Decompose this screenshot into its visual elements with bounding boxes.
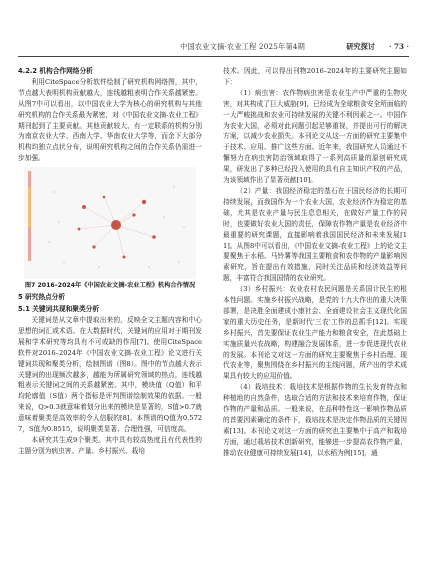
network-graph-image xyxy=(24,167,196,279)
paragraph-institution-analysis: 利用CiteSpace分析软件绘制了研究机构网络图，其中，节点越大表明机构贡献越大，连线越粗表明合作关系越紧密。从图7中可以看出，以中国农业大学为核心的研究机构与其他研究机构的合作关系最为紧密，对《中国农业文摘-农业工程》期刊起到了主要贡献。其他贡献较大、有一定联系的机构分别为南京农业大学、西南大学、华南农业大学等，而余下大部分机构均独立点状分布，说明研究机构之间的合作关系仍需进一步加强。 xyxy=(18,77,202,163)
left-column xyxy=(18,66,202,556)
paragraph-pests: （1）病虫害：农作物病虫害是农业生产中严重的生物灾害，对其构成了巨大威胁[9]，已经成为全球粮食安全所面临的一大严峻挑战和农业可持续发展的关键不利因素之一。中国作为农业大国，必须对此问题引起足够重视，并提出可行的解决方案，以减少农业损失。本刊论文从这一方面的研究主要集中于技术、应用、推广这些方面。近年来，我国研究人员通过不懈努力在病虫害防治领域取得了一系列高质量的原创研究成果，研发出了多种已经投入使用的具有自主知识产权的产品，为该领域作出了显著贡献[10]。 xyxy=(223,88,407,185)
paragraph-keyword-cooccurrence: 关键词是从文章中提取出来的，反映全文主题内容和中心思想的词汇或术语。在大数据时代，关键词的应用对于期刊发展和学术研究等均具有不可或缺的作用[7]。使用CiteSpace软件对2016–2024年《中国农业文摘-农业工程》论文进行关键词共现和聚类分析，绘制图谱（图8）。图中的节点越大表示关键词的出现频次越多，越能为所属研究领域的热点，连线越粗表示关键词之间的关系越紧密。其中，模块值（Q值）和平均轮廓值（S值）两个指标是评判图谱绘制效果的依据。一般来说，Q>0.3就意味着划分出来的模块是显著的，S值>0.7就意味着聚类是高效率的令人信服的[8]。本图谱的Q值为0.5727，S值为0.8515，说明聚类显著、合理性强，可信度高。 xyxy=(18,315,202,434)
journal-name: 中国农业文摘·农业工程 2025年第4期 xyxy=(180,42,305,51)
right-column xyxy=(223,66,407,556)
running-header xyxy=(18,40,409,54)
institution-network-figure xyxy=(24,167,196,279)
paragraph-clusters-intro: 本研究共生成9个聚类。其中具有较高热度且有代表性的主题分别为病虫害、产量、乡村振兴、栽培 xyxy=(18,435,202,455)
page-number: · 73 · xyxy=(388,42,409,51)
section-heading-5: 5 研究热点分析 xyxy=(18,293,66,302)
paragraph-yield: （2）产量：我国经济稳定的基石在于国民经济的长期可持续发展，而我国作为一个农业大国，农业经济作为稳定的基础，尤其是农业产量与民生息息相关，在做好产量工作的同时，也要做好农业大国的责任，保障农作物产量是农业经济中最重要的研究课题，直接影响着我国国民经济和未来发展[11]。从图8中可以看出，《中国农业文摘-农业工程》上的论文主要聚焦于水稻、马铃薯等我国主要粮食和农作物的产量影响因素研究，旨在提出有效措施，同时关注品质和经济效益等问题，丰富符合我国国情的农业研究。 xyxy=(223,186,407,283)
paragraph-topics-intro: 技术。因此，可以得出刊物2016–2024年的主要研究主题如下： xyxy=(223,67,407,86)
section-label: 研究探讨 xyxy=(346,42,375,51)
paragraph-cultivation: （4）栽培技术：栽培技术是根据作物的生长发育特点和种植地的自然条件，选取合适的方法和技术来培育作物，保证作物的产量和品质。一般来说，在品种特性这一影响作物品质的首要因素确定的条件下，栽培技术是决定作物品质的关键因素[13]。本刊论文对这一方面的研究也主要集中于高产和栽培方面，通过栽培技术创新研究，能够进一步提高农作物产量，推动农业健康可持续发展[14]，以水稻为例[15]，通 xyxy=(223,383,407,457)
header-rule xyxy=(18,56,409,57)
figure-7-caption: 图7 2016–2024年《中国农业文摘-农业工程》机构合作情况 xyxy=(24,282,196,290)
paragraph-rural-revitalization: （3）乡村振兴：农业农村农民问题是关系国计民生的根本性问题。实施乡村振兴战略，是党的十九大作出的重大决策部署，是决胜全面建成小康社会、全面建设社会主义现代化国家的重大历史任务，是新时代'三农'工作的总抓手[12]。实现乡村振兴，首先要保证农业生产能力和粮食安全，在此基础上实施质量兴农战略，构建融合发展体系，进一步促进现代农业的发展。本刊论文对这一方面的研究主要聚焦于乡村治理、现代农业等，聚焦围绕在乡村振兴的主线问题，所产出的学术成果具有较大的应用价值。 xyxy=(223,285,407,381)
section-heading-4-2-2: 4.2.2 机构合作网络分析 xyxy=(18,67,93,75)
section-heading-5-1: 5.1 关键词共现和聚类分析 xyxy=(18,305,100,314)
